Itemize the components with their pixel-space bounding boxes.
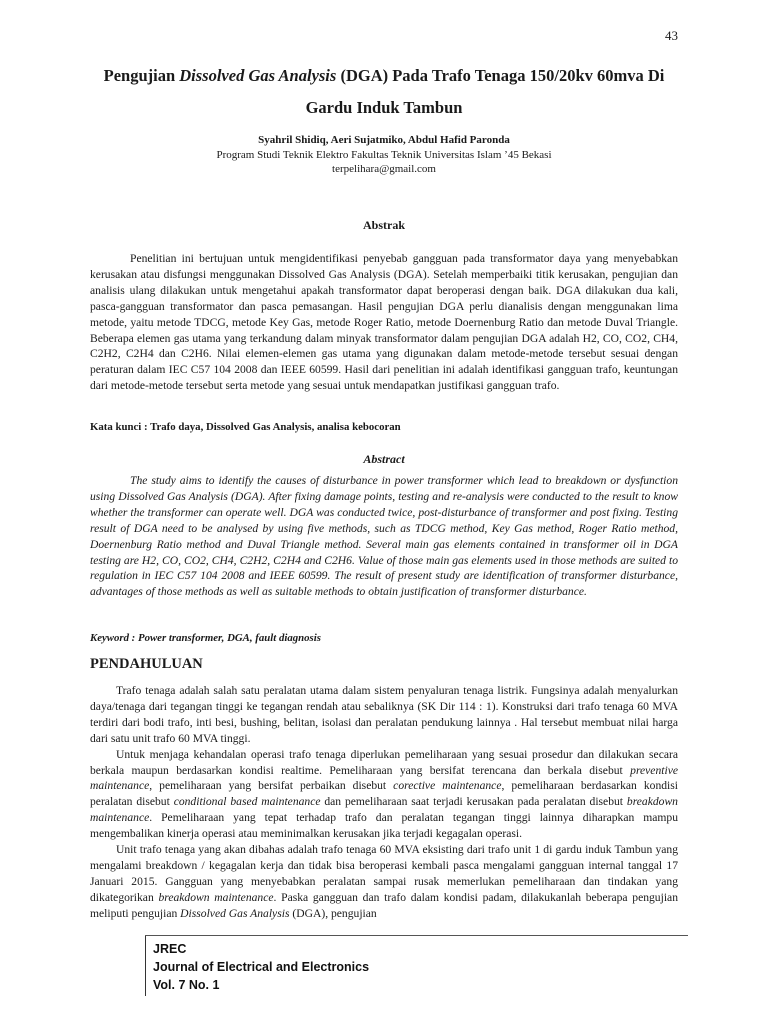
paper-title: [90, 60, 678, 124]
text-run-italic: Dissolved Gas Analysis: [180, 906, 290, 920]
title-text-line2: Gardu Induk Tambun: [305, 98, 463, 117]
text-run: , pemeliharaan yang bersifat perbaikan disebut: [149, 779, 394, 793]
kata-kunci: Kata kunci : Trafo daya, Dissolved Gas Analysis, analisa kebocoran: [90, 421, 401, 433]
text-run-italic: breakdown maintenance: [90, 795, 678, 825]
text-run: dan pemeliharaan saat terjadi kerusakan pada peralatan disebut: [320, 795, 627, 809]
journal-volume: Vol. 7 No. 1: [153, 978, 220, 992]
intro-paragraph-1: Trafo tenaga adalah salah satu peralatan utama dalam sistem penyaluran tenaga listrik. Fungsinya adalah menyalurkan daya/tenaga dari tegangan tinggi ke tegangan rendah atau sebaliknya (SK Dir 114 : 1). Konstruksi dari trafo tenaga 60 MVA terdiri dari bodi trafo, inti besi, bushing, belitan, isolasi dan peralatan pendukung lainnya . Hal tersebut membuat nilai harga dari satu unit trafo 60 MVA tinggi.: [90, 684, 678, 745]
text-run-italic: conditional based maintenance: [173, 795, 321, 809]
footer-divider: [145, 935, 688, 936]
page-number: 43: [665, 28, 678, 43]
title-text-pre: Pengujian: [103, 66, 180, 85]
text-run-italic: breakdown maintenance: [158, 890, 274, 904]
text-run-italic: preventive maintenance: [90, 763, 678, 793]
abstract-body: The study aims to identify the causes of disturbance in power transformer which lead to breakdown or dysfunction using Dissolved Gas Analysis (DGA). After fixing damage points, testing and re-analysis were conducted to the result to know whether the transformer can operate well. DGA was conducted twice, post-disturbance of transformer and post fixing. Testing result of DGA need to be analysed by using five methods, such as TDCG method, Key Gas method, Roger Ratio method, Doernenburg Ratio method and Duval Triangle method. Several main gas elements contained in transformer oil in DGA testing are H2, CO, CO2, CH4, C2H2, C2H4 and C2H6. Value of those main gas elements used in those methods are suited to regulation in IEC C57 104 2008 and IEEE 60599. The result of present study are identification of transformer disturbance, advantages of those methods as well as suitable methods to obtain justification of transformer disturbance.: [90, 474, 678, 599]
journal-footer: [153, 940, 369, 994]
intro-paragraph-3: [90, 842, 678, 922]
abstrak-body: Penelitian ini bertujuan untuk mengidentifikasi penyebab gangguan pada transformator daya yang menyebabkan kerusakan atau disfungsi menggunakan Dissolved Gas Analysis (DGA). Setelah memperbaiki titik kerusakan, pengujian dan analisis ulang dilakukan untuk mengetahui apakah transformator dapat beroperasi dengan baik. DGA dilakukan dua kali, pasca-gangguan transformator dan pasca pemasangan. Hasil pengujian DGA perlu dianalisis dengan menggunakan lima metode, yaitu metode TDCG, metode Key Gas, metode Roger Ratio, metode Doernenburg Ratio dan metode Duval Triangle. Beberapa elemen gas utama yang terkandung dalam minyak transformator dalam pengujian DGA adalah H2, CO, CO2, CH4, C2H2, C2H4 dan C2H6. Nilai elemen-elemen gas utama yang digunakan dalam metode-metode tersebut sesuai dengan peraturan dalam IEC C57 104 2008 dan IEEE 60599. Hasil dari penelitian ini adalah identifikasi gangguan trafo, keuntungan dari metode-metode tersebut serta metode yang sesuai untuk mendapatkan justifikasi gangguan trafo.: [90, 252, 678, 393]
authors: Syahril Shidiq, Aeri Sujatmiko, Abdul Hafid Paronda: [258, 134, 510, 146]
abstract-heading: Abstract: [363, 452, 405, 466]
section-heading-pendahuluan: PENDAHULUAN: [90, 656, 203, 672]
title-text-italic: Dissolved Gas Analysis: [179, 66, 337, 85]
text-run: , pemeliharaan berdasarkan kondisi peralatan disebut: [90, 779, 679, 809]
text-run: (DGA), pengujian: [289, 906, 377, 920]
text-run: . Pemeliharaan yang tepat terhadap trafo dan peralatan tegangan tinggi lainnya diharapkan mampu mengembalikan kinerja operasi atau meminimalkan kerusakan jika terjadi kegagalan operasi.: [90, 811, 678, 841]
text-run: . Paska gangguan dan trafo dalam kondisi padam, dilakukanlah beberapa pengujian meliputi pengujian: [90, 890, 678, 920]
introduction-body: [90, 683, 678, 922]
intro-paragraph-2: [90, 747, 678, 842]
text-run: Unit trafo tenaga yang akan dibahas adalah trafo tenaga 60 MVA eksisting dari trafo unit 1 di gardu induk Tambun yang mengalami breakdown / kegagalan kerja dan tidak bisa beroperasi kembali pasca mengalami gangguan internal tanggal 17 Januari 2015. Gangguan yang menyebabkan peralatan sampai rusak memerlukan pemeliharaan dan tindakan yang dikategorikan: [90, 843, 678, 904]
journal-name: Journal of Electrical and Electronics: [153, 960, 370, 974]
title-text-post: (DGA) Pada Trafo Tenaga 150/20kv 60mva Di: [336, 66, 665, 85]
text-run-italic: corective maintenance: [393, 779, 502, 793]
affiliation: Program Studi Teknik Elektro Fakultas Teknik Universitas Islam ’45 Bekasi: [216, 149, 552, 161]
journal-acronym: JREC: [153, 942, 187, 956]
abstrak-heading: Abstrak: [362, 218, 405, 232]
text-run: Untuk menjaga kehandalan operasi trafo tenaga diperlukan pemeliharaan yang sesuai prosedur dan dilakukan secara berkala maupun berdasarkan kondisi realtime. Pemeliharaan yang bersifat terencana dan berkala disebut: [90, 747, 678, 777]
footer-vertical-bar: [145, 936, 146, 996]
author-email: terpelihara@gmail.com: [332, 163, 436, 175]
keywords-english: Keyword : Power transformer, DGA, fault diagnosis: [90, 632, 321, 644]
